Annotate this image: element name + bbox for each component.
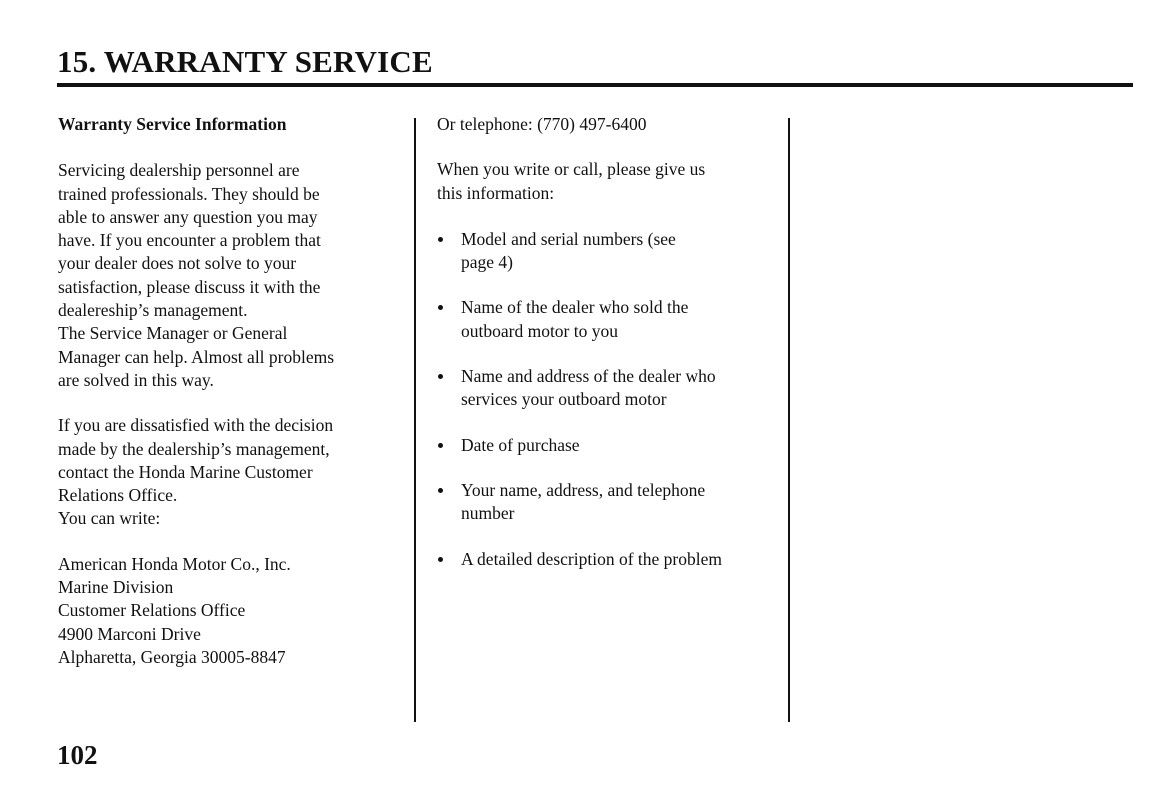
list-item-text: number: [461, 503, 515, 524]
bullet-icon: [438, 557, 443, 562]
column-divider-right: [788, 118, 790, 722]
list-item-text: Name of the dealer who sold the: [461, 297, 689, 318]
bullet-icon: [438, 443, 443, 448]
text-line: Servicing dealership personnel are: [58, 160, 300, 181]
list-item-text: Date of purchase: [461, 434, 580, 455]
text-line: satisfaction, please discuss it with the: [58, 276, 321, 297]
text-line: Manager can help. Almost all problems: [58, 346, 335, 367]
text-line: made by the dealership’s management,: [58, 438, 330, 459]
left-column: [58, 113, 403, 669]
information-list: [437, 228, 777, 571]
column-divider-left: [414, 118, 416, 722]
address-line: Customer Relations Office: [58, 600, 246, 621]
list-item: [437, 228, 777, 275]
list-item-text: Model and serial numbers (see: [461, 228, 676, 249]
text-line: If you are dissatisfied with the decision: [58, 415, 334, 436]
list-item: [437, 479, 777, 526]
right-column: [437, 113, 777, 593]
text-line: contact the Honda Marine Customer: [58, 461, 313, 482]
list-item-text: services your outboard motor: [461, 389, 667, 410]
mailing-address: [58, 553, 403, 669]
text-line: able to answer any question you may: [58, 206, 318, 227]
paragraph-dissatisfied: [58, 414, 403, 530]
bullet-icon: [438, 488, 443, 493]
address-line: 4900 Marconi Drive: [58, 623, 201, 644]
title-rule: [57, 83, 1133, 87]
address-line: Marine Division: [58, 577, 174, 598]
list-item: [437, 365, 777, 412]
bullet-icon: [438, 305, 443, 310]
list-item-text: page 4): [461, 252, 513, 273]
bullet-icon: [438, 237, 443, 242]
text-line: Relations Office.: [58, 485, 178, 506]
chapter-title: 15. WARRANTY SERVICE: [57, 44, 433, 79]
text-line: When you write or call, please give us: [437, 159, 706, 180]
telephone-line: Or telephone: (770) 497-6400: [437, 114, 647, 134]
list-item-text: Name and address of the dealer who: [461, 366, 716, 387]
section-heading: Warranty Service Information: [58, 114, 287, 134]
list-item: [437, 434, 777, 457]
text-line: You can write:: [58, 508, 161, 529]
paragraph-dealership-personnel: [58, 159, 403, 392]
address-line: Alpharetta, Georgia 30005-8847: [58, 646, 286, 667]
text-line: have. If you encounter a problem that: [58, 230, 321, 251]
list-item-text: A detailed description of the problem: [461, 548, 722, 569]
address-line: American Honda Motor Co., Inc.: [58, 553, 291, 574]
bullet-icon: [438, 374, 443, 379]
list-item: [437, 548, 777, 571]
text-line: The Service Manager or General: [58, 323, 288, 344]
information-intro: [437, 158, 777, 205]
text-line: this information:: [437, 182, 555, 203]
text-line: your dealer does not solve to your: [58, 253, 297, 274]
text-line: dealereship’s management.: [58, 300, 248, 321]
text-line: trained professionals. They should be: [58, 183, 320, 204]
list-item: [437, 296, 777, 343]
list-item-text: Your name, address, and telephone: [461, 479, 706, 500]
page-number: 102: [57, 740, 98, 770]
list-item-text: outboard motor to you: [461, 320, 618, 341]
text-line: are solved in this way.: [58, 369, 214, 390]
